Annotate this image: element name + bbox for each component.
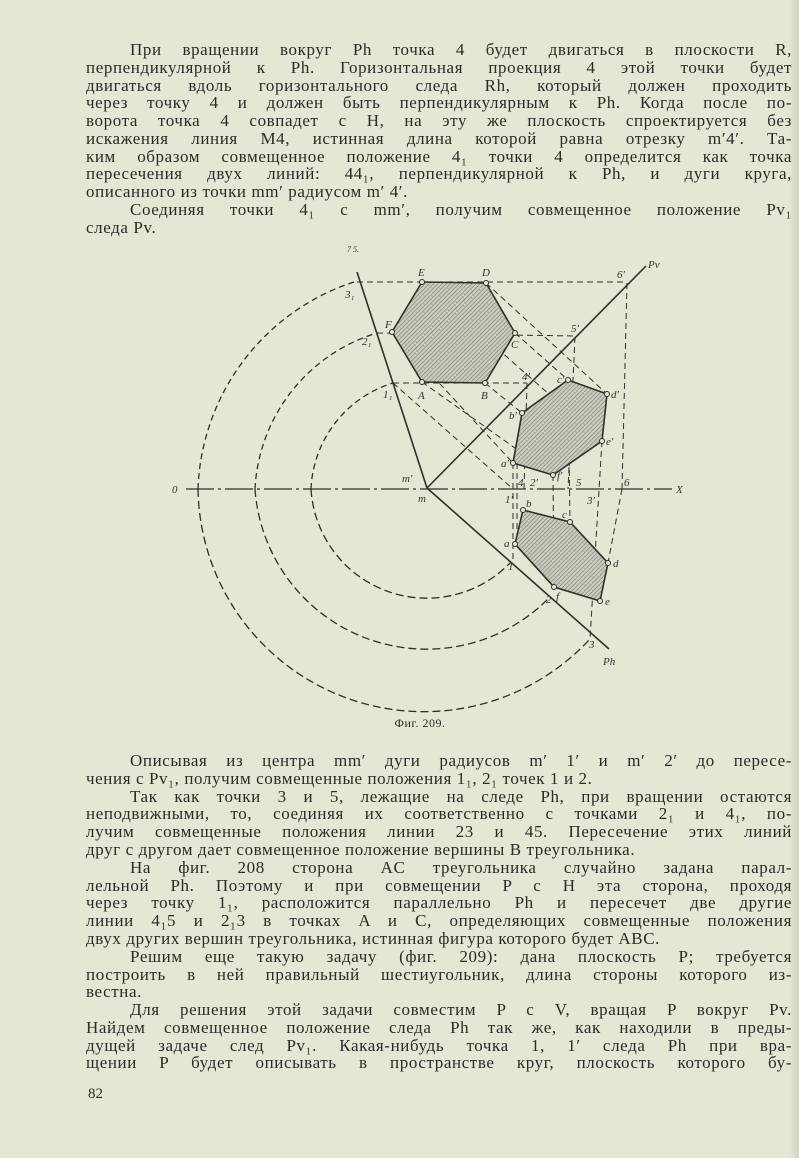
text-line: искажения линия M4, истинная длина которой равна отрезку m′4′. Та- (86, 129, 792, 148)
label-E: E (418, 267, 425, 279)
text-line: Найдем совмещенное положение следа Ph так же, как находили в преды- (86, 1018, 792, 1037)
label-pv: Pv (648, 259, 660, 271)
label-3-prime: 3′ (587, 495, 595, 507)
figure-caption: Фиг. 209. (394, 716, 446, 730)
label-x: X (676, 484, 683, 496)
label-6-prime: 6′ (617, 269, 625, 281)
label-b: b (526, 498, 532, 510)
label-1-prime: 1′ (505, 494, 513, 506)
label-5: 5 (576, 477, 582, 489)
arc-3-upper (198, 281, 357, 489)
text-line: Решим еще такую задачу (фиг. 209): дана плоскость P; требуется (130, 947, 792, 966)
label-0: 0 (172, 484, 178, 496)
label-6: 6 (624, 477, 630, 489)
label-m-prime: m′ (402, 473, 413, 485)
text-line: через точку 1₁, расположится параллельно Ph и пересечет две другие (86, 893, 792, 912)
arc-1-upper (311, 383, 393, 489)
text-line: ворота точка 4 совпадет с H, на эту же плоскость спроектируется без (86, 111, 792, 130)
page-number: 82 (88, 1086, 103, 1102)
text-line: двигаться вдоль горизонтального следа Rh, который должен проходить (86, 76, 792, 95)
label-4-prime: 4′ (522, 371, 530, 383)
label-e-prime: e′ (606, 436, 614, 448)
text-line: ким образом совмещенное положение 4₁ точки 4 определится как точка (86, 147, 792, 166)
label-m: m (418, 493, 426, 505)
horizontal-projection-hexagon (515, 510, 608, 601)
label-4: 4 (518, 477, 524, 489)
text-line: неподвижными, то, соединяя их соответственно с точками 2₁ и 4₁, по- (86, 804, 792, 823)
label-F: F (385, 319, 392, 331)
label-a-prime: a′ (501, 458, 509, 470)
text-line: Соединяя точки 4₁ с mm′, получим совмещенное положение Pv₁ (130, 200, 792, 219)
text-line: При вращении вокруг Ph точка 4 будет двигаться в плоскости R, (130, 40, 792, 59)
label-2: 2 (546, 594, 552, 606)
label-B: B (481, 390, 488, 402)
label-c: c (562, 509, 567, 521)
label-a: a (504, 538, 510, 550)
text-line: следа Pv. (86, 218, 157, 237)
label-1: 1 (508, 561, 514, 573)
label-d-prime: d′ (611, 389, 619, 401)
text-line: через точку 4 и должен быть перпендикулярным к Ph. Когда после по- (86, 93, 792, 112)
text-line: лельной Ph. Поэтому и при совмещении P с H эта сторона, проходя (86, 876, 792, 895)
label-2-prime: 2′ (530, 477, 538, 489)
label-D: D (482, 267, 490, 279)
label-3-1: 3₁ (345, 289, 355, 301)
figure-mark: 7 5. (347, 245, 359, 254)
label-c-prime: c′ (557, 374, 565, 386)
text-line: двух других вершин треугольника, истинная фигура которого будет ABC. (86, 929, 661, 948)
label-f-prime: f′ (557, 470, 563, 482)
label-A: A (418, 390, 425, 402)
text-line: Для решения этой задачи совместим P с V, вращая P вокруг Pv. (130, 1000, 792, 1019)
label-d: d (613, 558, 619, 570)
label-ph: Ph (603, 656, 616, 668)
text-line: описанного из точки mm′ радиусом m′ 4′. (86, 182, 408, 201)
label-2-1: 2₁ (362, 336, 372, 348)
text-line: Так как точки 3 и 5, лежащие на следе Ph, при вращении остаются (130, 787, 792, 806)
arc-2-upper (255, 333, 377, 489)
label-C: C (511, 339, 519, 351)
text-line: друг с другом дает совмещенное положение вершины B треугольника. (86, 840, 636, 859)
text-line: На фиг. 208 сторона AC треугольника случайно задана парал- (130, 858, 792, 877)
label-b-prime: b′ (509, 410, 517, 422)
arc-1-lower (311, 489, 510, 598)
text-line: чения с Pv₁, получим совмещенные положения 1₁, 2₁ точек 1 и 2. (86, 769, 593, 788)
text-line: перпендикулярной к Ph. Горизонтальная проекция 4 этой точки будет (86, 58, 792, 77)
text-line: пересечения двух линий: 44₁, перпендикулярной к Ph, и дуги круга, (86, 164, 792, 183)
label-3: 3 (589, 639, 595, 651)
arc-2-lower (255, 489, 549, 649)
text-line: линии 4₁5 и 2₁3 в точках A и C, определяющих совмещенные положения (86, 911, 792, 930)
text-line: вестна. (86, 982, 142, 1001)
true-size-hexagon (392, 282, 515, 383)
label-5-prime: 5′ (571, 323, 579, 335)
label-e: e (605, 596, 610, 608)
text-line: лучим совмещенные положения линии 23 и 45. Пересечение этих линий (86, 822, 792, 841)
text-line: щении P будет описывать в пространстве круг, плоскость которого бу- (86, 1053, 792, 1072)
label-f: f (556, 591, 560, 603)
text-line: Описывая из центра mm′ дуги радиусов m′ 1′ и m′ 2′ до пересе- (130, 751, 792, 770)
text-line: дущей задаче след Pv₁. Какая-нибудь точка 1, 1′ следа Ph при вра- (86, 1036, 792, 1055)
label-1-1: 1₁ (383, 389, 393, 401)
text-line: построить в ней правильный шестиугольник, длина стороны которого из- (86, 965, 792, 984)
